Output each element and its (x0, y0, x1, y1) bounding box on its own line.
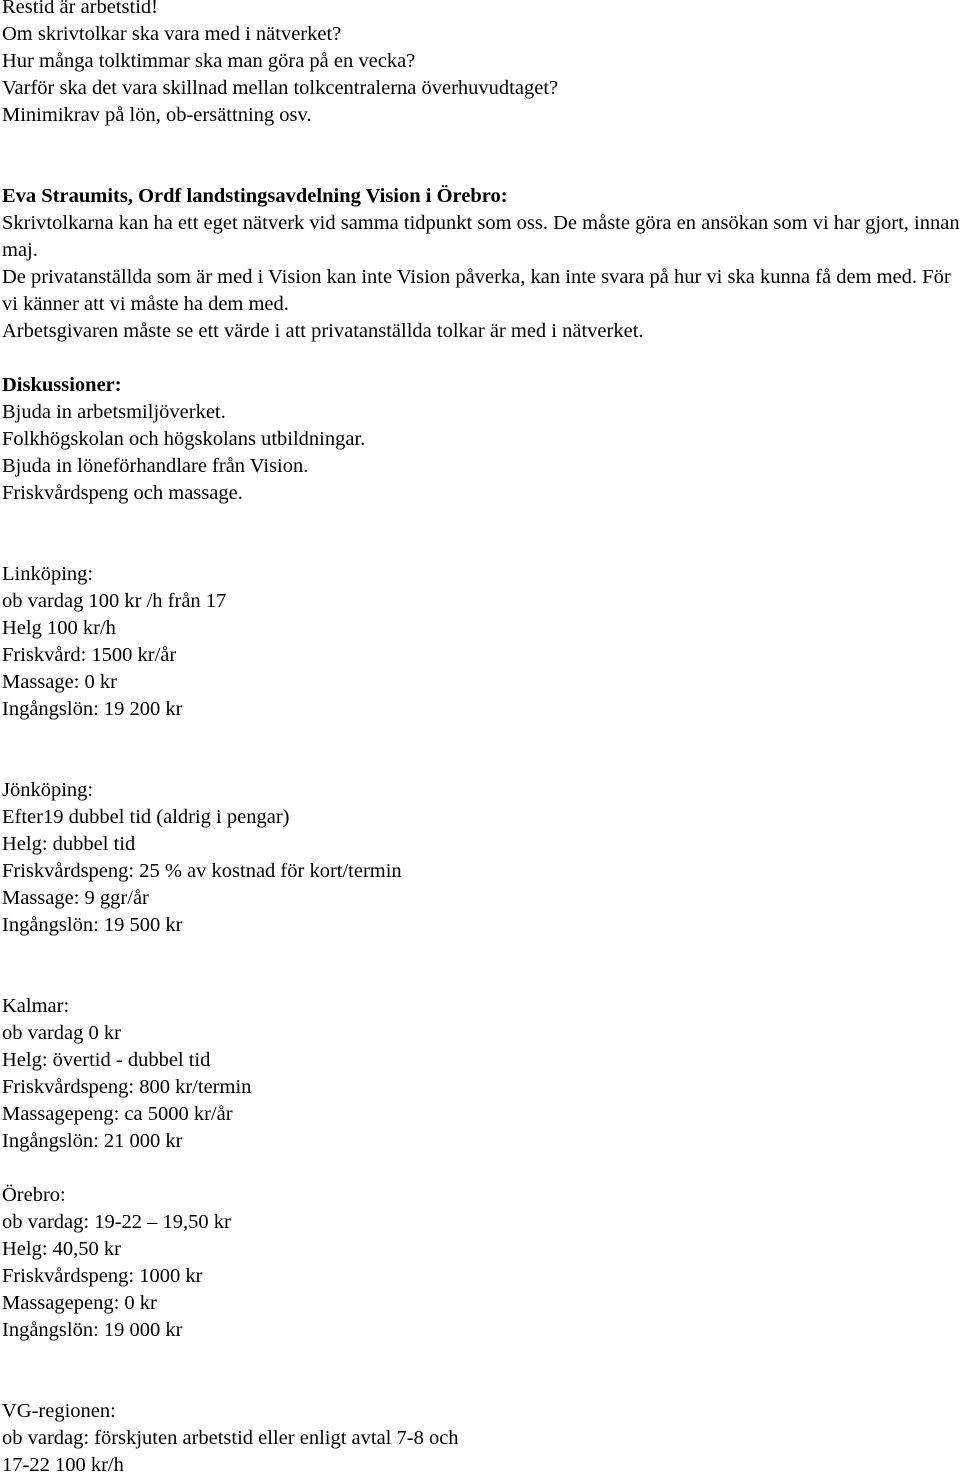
region-name: Jönköping: (2, 779, 94, 801)
region-line: Helg: 40,50 kr (2, 1238, 121, 1260)
intro-section (2, 0, 960, 129)
region-line: Ingångslön: 21 000 kr (2, 1130, 183, 1152)
region-line: Friskvård: 1500 kr/år (2, 644, 177, 666)
region-line: Ingångslön: 19 200 kr (2, 698, 183, 720)
spacer (2, 939, 960, 993)
region-line: Massage: 9 ggr/år (2, 887, 149, 909)
intro-line: Varför ska det vara skillnad mellan tolkcentralerna överhuvudtaget? (2, 77, 559, 99)
region-line: Helg: dubbel tid (2, 833, 136, 855)
intro-line: Hur många tolktimmar ska man göra på en vecka? (2, 50, 416, 72)
region-line: 17-22 100 kr/h (2, 1454, 124, 1476)
region-line: Ingångslön: 19 500 kr (2, 914, 183, 936)
intro-line: Restid är arbetstid! (2, 0, 158, 18)
spacer (2, 345, 960, 372)
region-line: Efter19 dubbel tid (aldrig i pengar) (2, 806, 290, 828)
discussion-item: Bjuda in arbetsmiljöverket. (2, 401, 226, 423)
region-line: Massagepeng: 0 kr (2, 1292, 157, 1314)
eva-paragraph: Arbetsgivaren måste se ett värde i att privatanställda tolkar är med i nätverket. (2, 320, 644, 342)
region-line: Helg 100 kr/h (2, 617, 116, 639)
eva-paragraph: De privatanställda som är med i Vision kan inte Vision påverka, kan inte svara på hur vi ska kunna få dem med. För vi känner att vi måste ha dem med. (2, 266, 951, 315)
discussion-item: Bjuda in löneförhandlare från Vision. (2, 455, 309, 477)
discussions-heading: Diskussioner: (2, 374, 122, 396)
eva-paragraph: Skrivtolkarna kan ha ett eget nätverk vid samma tidpunkt som oss. De måste göra en ansökan som vi har gjort, innan maj. (2, 212, 960, 261)
region-line: Massage: 0 kr (2, 671, 118, 693)
discussion-item: Friskvårdspeng och massage. (2, 482, 243, 504)
spacer (2, 129, 960, 183)
region-line: Friskvårdspeng: 1000 kr (2, 1265, 203, 1287)
region-line: Ingångslön: 19 000 kr (2, 1319, 183, 1341)
region-line: ob vardag: 19-22 – 19,50 kr (2, 1211, 231, 1233)
region-line: ob vardag: förskjuten arbetstid eller enligt avtal 7-8 och (2, 1427, 459, 1449)
region-name: Linköping: (2, 563, 94, 585)
intro-line: Om skrivtolkar ska vara med i nätverket? (2, 23, 342, 45)
region-line: Massagepeng: ca 5000 kr/år (2, 1103, 233, 1125)
eva-heading: Eva Straumits, Ordf landstingsavdelning Vision i Örebro: (2, 185, 508, 207)
document-page (2, 0, 960, 1479)
intro-line: Minimikrav på lön, ob-ersättning osv. (2, 104, 312, 126)
region-vg (2, 1398, 960, 1479)
spacer (2, 507, 960, 561)
region-name: Kalmar: (2, 995, 70, 1017)
region-line: Friskvårdspeng: 800 kr/termin (2, 1076, 252, 1098)
region-name: VG-regionen: (2, 1400, 116, 1422)
discussions-section (2, 372, 960, 507)
eva-section (2, 183, 960, 345)
discussion-item: Folkhögskolan och högskolans utbildningar. (2, 428, 366, 450)
spacer (2, 1155, 960, 1182)
region-line: ob vardag 0 kr (2, 1022, 121, 1044)
region-line: Helg: övertid - dubbel tid (2, 1049, 211, 1071)
region-linkoping (2, 561, 960, 723)
spacer (2, 1344, 960, 1398)
region-jonkoping (2, 777, 960, 939)
region-name: Örebro: (2, 1184, 66, 1206)
region-kalmar (2, 993, 960, 1155)
region-line: Friskvårdspeng: 25 % av kostnad för kort/termin (2, 860, 402, 882)
region-line: ob vardag 100 kr /h från 17 (2, 590, 227, 612)
spacer (2, 723, 960, 777)
region-orebro (2, 1182, 960, 1344)
